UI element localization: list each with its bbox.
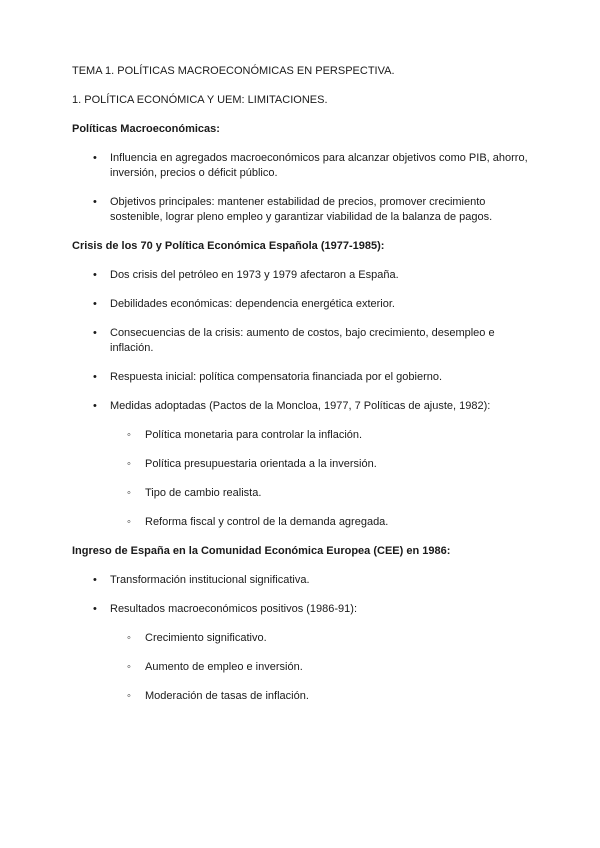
hollow-bullet-icon: ◦ bbox=[127, 661, 131, 673]
block-text: Tipo de cambio realista. bbox=[145, 487, 262, 499]
section-heading bbox=[72, 544, 528, 559]
filled-bullet-icon: • bbox=[93, 400, 97, 412]
bullet-item bbox=[72, 573, 528, 588]
section-heading bbox=[72, 122, 528, 137]
sub-bullet-item bbox=[72, 689, 528, 704]
block-text: Resultados macroeconómicos positivos (1986-91): bbox=[110, 603, 358, 615]
block-text: Influencia en agregados macroeconómicos para alcanzar objetivos como PIB, ahorro, inversión, precios o déficit público. bbox=[110, 152, 528, 179]
block-text: 1. POLÍTICA ECONÓMICA Y UEM: LIMITACIONES. bbox=[72, 94, 328, 106]
paragraph bbox=[72, 93, 528, 108]
bullet-item bbox=[72, 326, 528, 356]
hollow-bullet-icon: ◦ bbox=[127, 487, 131, 499]
sub-bullet-item bbox=[72, 486, 528, 501]
filled-bullet-icon: • bbox=[93, 269, 97, 281]
filled-bullet-icon: • bbox=[93, 574, 97, 586]
hollow-bullet-icon: ◦ bbox=[127, 690, 131, 702]
block-text: Medidas adoptadas (Pactos de la Moncloa, 1977, 7 Políticas de ajuste, 1982): bbox=[110, 400, 491, 412]
bullet-item bbox=[72, 151, 528, 181]
block-text: TEMA 1. POLÍTICAS MACROECONÓMICAS EN PERSPECTIVA. bbox=[72, 65, 395, 77]
sub-bullet-item bbox=[72, 631, 528, 646]
heading-text: Ingreso de España en la Comunidad Económica Europea (CEE) en 1986: bbox=[72, 545, 451, 557]
heading-text: Crisis de los 70 y Política Económica Española (1977-1985): bbox=[72, 240, 385, 252]
block-text: Debilidades económicas: dependencia energética exterior. bbox=[110, 298, 395, 310]
bullet-item bbox=[72, 268, 528, 283]
block-text: Objetivos principales: mantener estabilidad de precios, promover crecimiento sostenible, lograr pleno empleo y garantizar viabilidad de la balanza de pagos. bbox=[110, 196, 493, 223]
block-text: Política monetaria para controlar la inflación. bbox=[145, 429, 363, 441]
heading-text: Políticas Macroeconómicas: bbox=[72, 123, 220, 135]
bullet-item bbox=[72, 297, 528, 312]
bullet-item bbox=[72, 195, 528, 225]
bullet-item bbox=[72, 370, 528, 385]
filled-bullet-icon: • bbox=[93, 152, 97, 164]
sub-bullet-item bbox=[72, 660, 528, 675]
filled-bullet-icon: • bbox=[93, 603, 97, 615]
block-text: Transformación institucional significativa. bbox=[110, 574, 310, 586]
sub-bullet-item bbox=[72, 428, 528, 443]
block-text: Respuesta inicial: política compensatoria financiada por el gobierno. bbox=[110, 371, 443, 383]
bullet-item bbox=[72, 399, 528, 414]
block-text: Aumento de empleo e inversión. bbox=[145, 661, 303, 673]
filled-bullet-icon: • bbox=[93, 327, 97, 339]
document-content bbox=[72, 64, 528, 704]
filled-bullet-icon: • bbox=[93, 371, 97, 383]
hollow-bullet-icon: ◦ bbox=[127, 458, 131, 470]
sub-bullet-item bbox=[72, 457, 528, 472]
section-heading bbox=[72, 239, 528, 254]
bullet-item bbox=[72, 602, 528, 617]
block-text: Moderación de tasas de inflación. bbox=[145, 690, 309, 702]
sub-bullet-item bbox=[72, 515, 528, 530]
hollow-bullet-icon: ◦ bbox=[127, 632, 131, 644]
block-text: Consecuencias de la crisis: aumento de costos, bajo crecimiento, desempleo e inflación. bbox=[110, 327, 495, 354]
hollow-bullet-icon: ◦ bbox=[127, 429, 131, 441]
block-text: Reforma fiscal y control de la demanda agregada. bbox=[145, 516, 389, 528]
block-text: Crecimiento significativo. bbox=[145, 632, 267, 644]
filled-bullet-icon: • bbox=[93, 196, 97, 208]
block-text: Dos crisis del petróleo en 1973 y 1979 afectaron a España. bbox=[110, 269, 399, 281]
paragraph bbox=[72, 64, 528, 79]
filled-bullet-icon: • bbox=[93, 298, 97, 310]
hollow-bullet-icon: ◦ bbox=[127, 516, 131, 528]
block-text: Política presupuestaria orientada a la inversión. bbox=[145, 458, 377, 470]
